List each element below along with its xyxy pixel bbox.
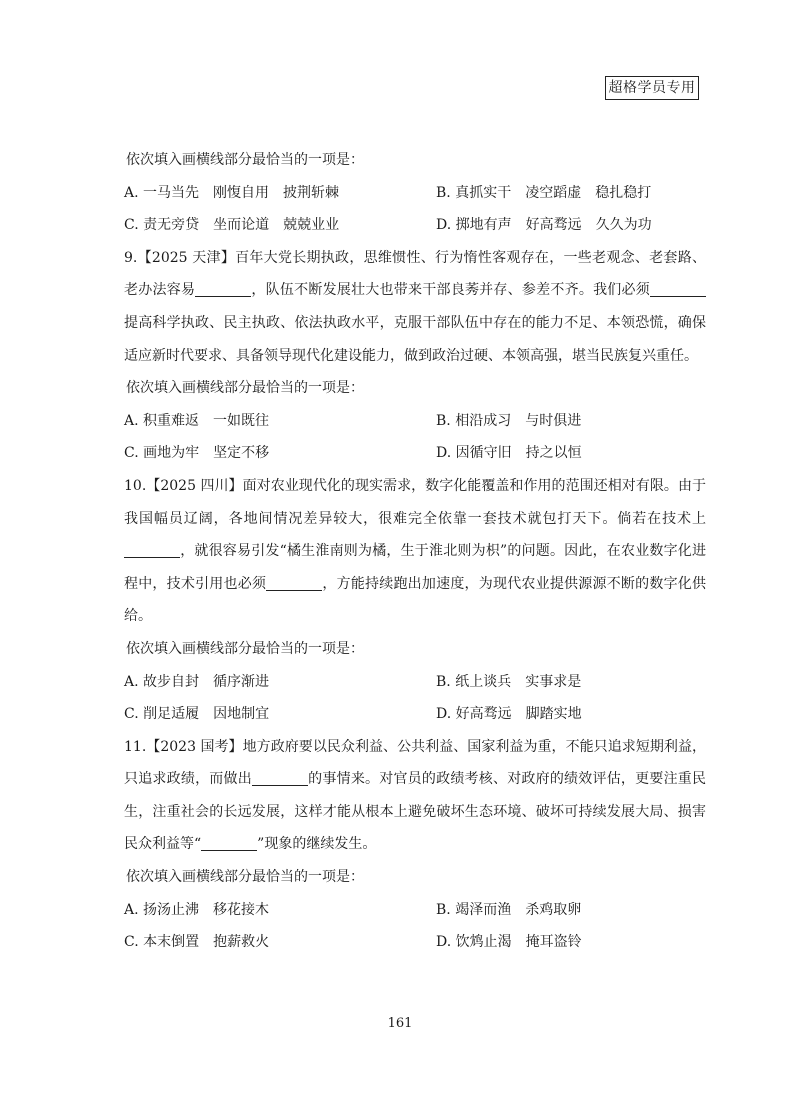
q10-option-d: D. 好高骛远 脚踏实地 [436,706,582,723]
q11-passage: 11.【2023 国考】地方政府要以民众利益、公共利益、国家利益为重，不能只追求短期利益，只追求政绩，而做出 的事情来。对官员的政绩考核、对政府的绩效评估，更要注重民生，注重社会的长远发展，这样才能从根本上避免破坏生态环境、破坏可持续发展大局、损害民众利益等“ ”现象的继续发生。 [124,738,707,853]
blank-line [195,282,251,297]
q9-number: 9. [124,249,138,266]
q10-options-row-2 [124,698,706,731]
q9-passage: 9.【2025 天津】百年大党长期执政，思维惯性、行为惰性客观存在，一些老观念、老套路、老办法容易 ，队伍不断发展壮大也带来干部良莠并存、参差不齐。我们必须提高科学执政、民主执政、依法执政水平，克服干部队伍中存在的能力不足、本领恐慌，确保适应新时代要求、具备领导现代化建设能力，做到政治过硬、本领高强，堪当民族复兴重任。 [124,249,706,364]
blank-line [650,282,706,297]
blank-line [124,543,180,558]
blank-line [252,771,308,786]
q10-option-b: B. 纸上谈兵 实事求是 [436,673,582,690]
q11-number: 11. [124,738,147,755]
q10-source: 【2025 四川】 [146,477,243,494]
q10-number: 10. [124,477,147,494]
q10-options-row-1 [124,666,706,699]
q8-option-d: D. 掷地有声 好高骛远 久久为功 [436,217,652,234]
q10-option-a: A. 故步自封 循序渐进 [124,673,270,690]
q9-option-d: D. 因循守旧 持之以恒 [436,445,582,462]
q11-options-row-2 [124,926,706,959]
blank-line [201,836,257,851]
q11-option-a: A. 扬汤止沸 移花接木 [124,901,270,918]
q9-option-c: C. 画地为牢 坚定不移 [124,445,270,462]
q11-option-d: D. 饮鸩止渴 掩耳盗铃 [436,934,582,951]
page-number: 161 [387,1016,413,1031]
q8-options-row-2 [124,209,706,242]
blank-line [266,576,322,591]
q8-option-b: B. 真抓实干 凌空蹈虚 稳扎稳打 [436,184,652,201]
q9-option-b: B. 相沿成习 与时俱进 [436,412,582,429]
q11-source: 【2023 国考】 [146,738,243,755]
q10-passage: 10.【2025 四川】面对农业现代化的现实需求，数字化能覆盖和作用的范围还相对有限。由于我国幅员辽阔，各地间情况差异较大，很难完全依靠一套技术就包打天下。倘若在技术上，就很容易引发“橘生淮南则为橘，生于淮北则为枳”的问题。因此，在农业数字化进程中，技术引用也必须 ，方能持续跑出加速度，为现代农业提供源源不断的数字化供给。 [124,477,707,625]
q8-option-c: C. 责无旁贷 坐而论道 兢兢业业 [124,217,340,234]
student-only-badge: 超格学员专用 [605,76,699,100]
page-content [124,144,706,959]
q10-option-c: C. 削足适履 因地制宜 [124,706,270,723]
q8-options-row-1 [124,177,706,210]
q9-stem: 依次填入画横线部分最恰当的一项是： [126,380,364,397]
q10-stem: 依次填入画横线部分最恰当的一项是： [126,640,364,657]
q8-stem: 依次填入画横线部分最恰当的一项是： [126,152,364,168]
q8-option-a: A. 一马当先 刚愎自用 披荆斩棘 [124,184,340,201]
q11-option-b: B. 竭泽而渔 杀鸡取卵 [436,901,582,918]
q11-option-c: C. 本末倒置 抱薪救火 [124,934,270,951]
q9-option-a: A. 积重难返 一如既往 [124,412,270,429]
q9-options-row-1 [124,405,706,438]
q9-source: 【2025 天津】 [137,249,236,266]
q9-options-row-2 [124,437,706,470]
q11-stem: 依次填入画横线部分最恰当的一项是： [126,869,364,886]
q11-options-row-1 [124,894,706,927]
